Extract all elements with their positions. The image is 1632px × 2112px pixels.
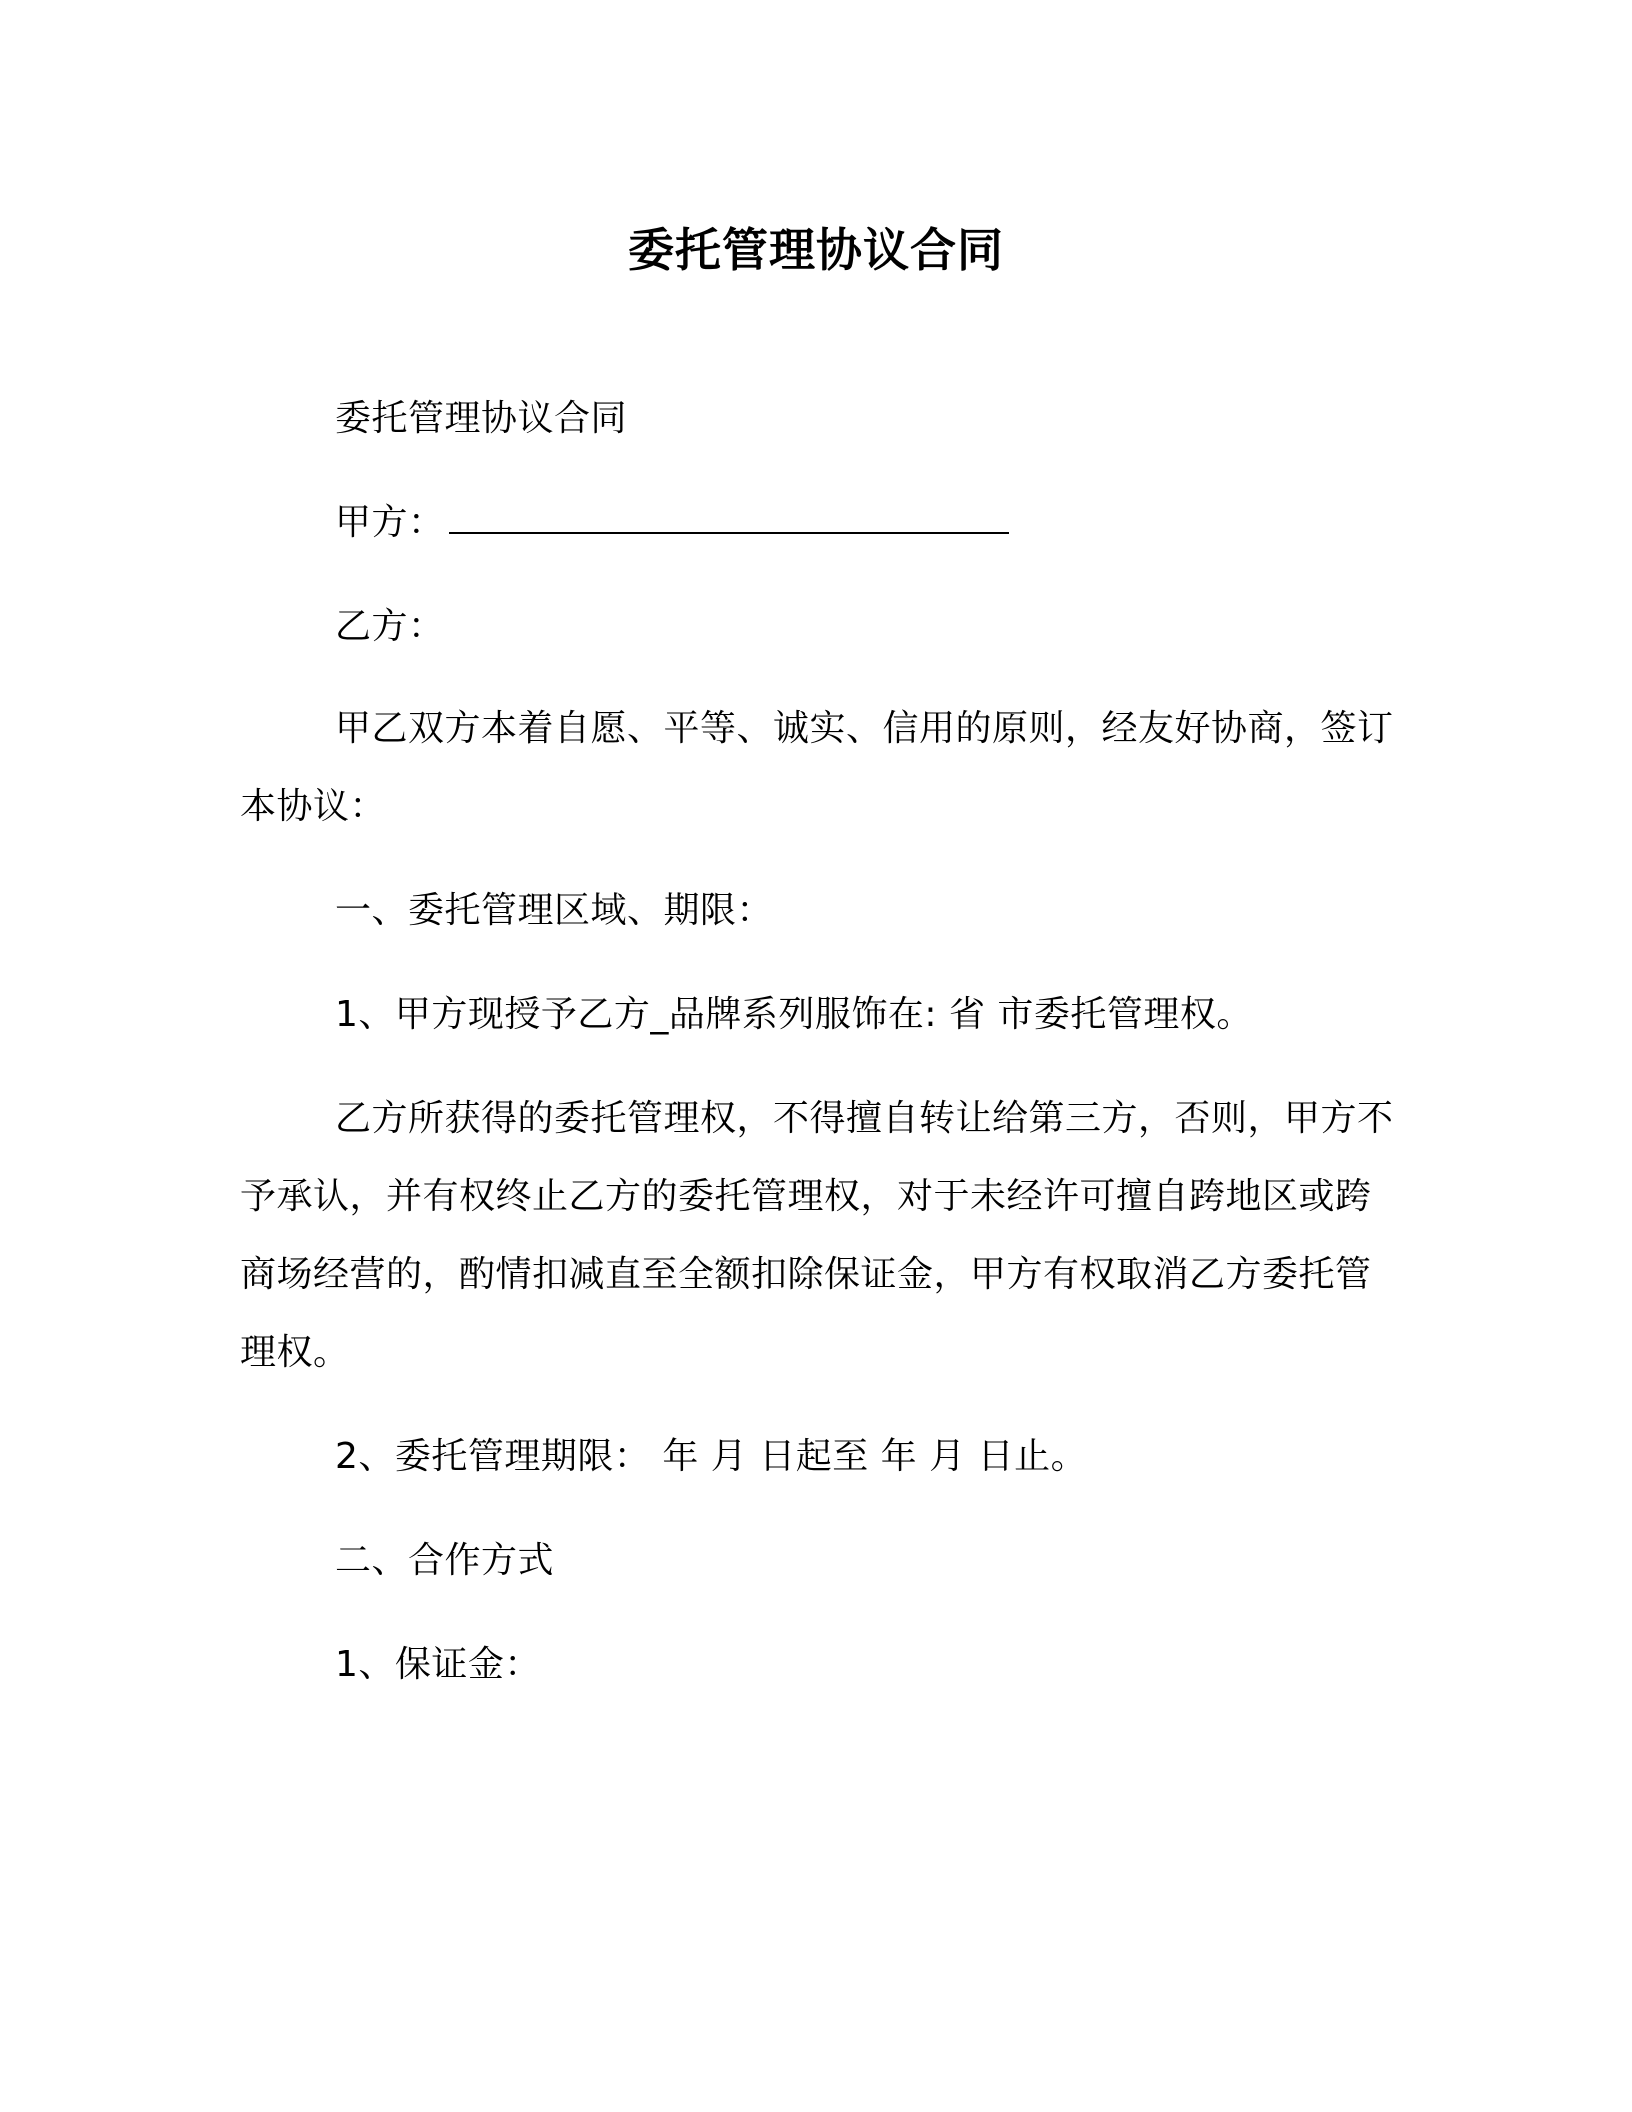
clause-1-2: 2、委托管理期限： 年 月 日起至 年 月 日止。 (335, 1436, 1088, 1477)
subtitle-paragraph: 委托管理协议合同 (335, 398, 628, 439)
clause-1-1: 1、甲方现授予乙方_品牌系列服饰在: 省 市委托管理权。 (335, 994, 1253, 1035)
section-2-heading: 二、合作方式 (335, 1540, 555, 1581)
clause-1-1-detail: 乙方所获得的委托管理权，不得擅自转让给第三方，否则，甲方不予承认，并有权终止乙方的委托管理权，对于未经许可擅自跨地区或跨商场经营的，酌情扣减直至全额扣除保证金，甲方有权取消乙方委托管理权。 (240, 1098, 1394, 1373)
intro-paragraph: 甲乙双方本着自愿、平等、诚实、信用的原则，经友好协商，签订本协议： (240, 708, 1394, 827)
section-1-heading: 一、委托管理区域、期限： (335, 890, 774, 931)
clause-2-1: 1、保证金： (335, 1644, 541, 1685)
party-b-line: 乙方： (335, 606, 445, 647)
party-a-label: 甲方： (335, 502, 445, 543)
party-a-blank (449, 502, 1009, 534)
party-a-line (240, 484, 1400, 562)
document-title: 委托管理协议合同 (628, 223, 1004, 277)
